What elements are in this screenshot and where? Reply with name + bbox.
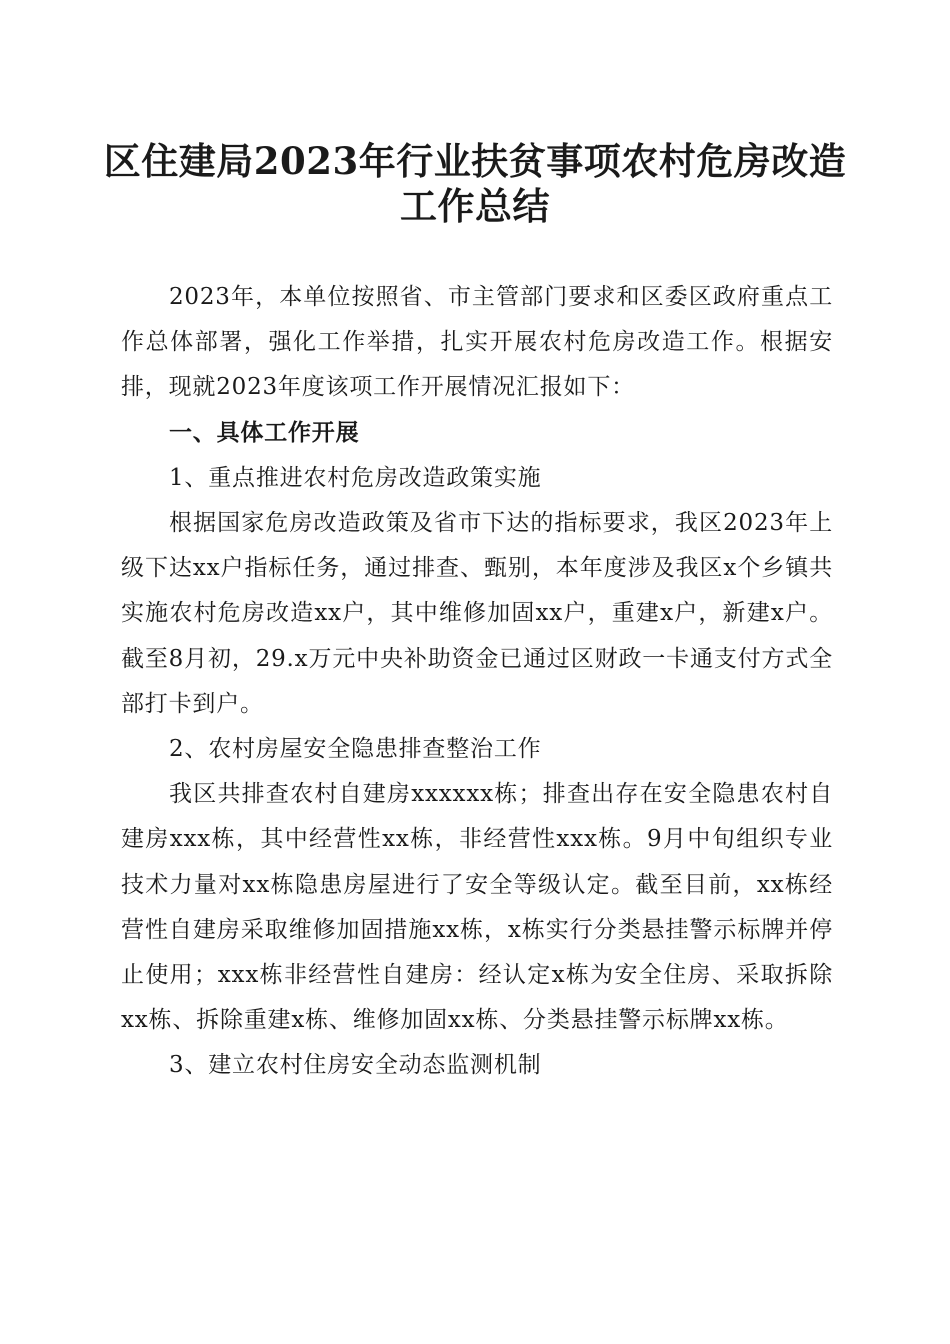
document-title-line-2: 工作总结 xyxy=(400,184,550,228)
item-2-heading: 2、农村房屋安全隐患排查整治工作 xyxy=(169,736,542,763)
item-1-paragraph: 根据国家危房改造政策及省市下达的指标要求，我区2023年上级下达xx户指标任务，通过排查、甄别，本年度涉及我区x个乡镇共实施农村危房改造xx户，其中维修加固xx户，重建x户，新建x户。截至8月初，29.x万元中央补助资金已通过区财政一卡通支付方式全部打卡到户。 xyxy=(121,510,833,717)
intro-paragraph: 2023年，本单位按照省、市主管部门要求和区委区政府重点工作总体部署，强化工作举措，扎实开展农村危房改造工作。根据安排，现就2023年度该项工作开展情况汇报如下： xyxy=(121,284,833,401)
item-1-heading: 1、重点推进农村危房改造政策实施 xyxy=(169,464,542,491)
item-3-heading: 3、建立农村住房安全动态监测机制 xyxy=(169,1052,542,1079)
item-2-paragraph: 我区共排查农村自建房xxxxxx栋；排查出存在安全隐患农村自建房xxx栋，其中经营性xx栋，非经营性xxx栋。9月中旬组织专业技术力量对xx栋隐患房屋进行了安全等级认定。截至目前，xx栋经营性自建房采取维修加固措施xx栋，x栋实行分类悬挂警示标牌并停止使用；xxx栋非经营性自建房：经认定x栋为安全住房、采取拆除xx栋、拆除重建x栋、维修加固xx栋、分类悬挂警示标牌xx栋。 xyxy=(121,781,833,1034)
document-title-line-1: 区住建局2023年行业扶贫事项农村危房改造 xyxy=(103,139,847,183)
document-body xyxy=(121,275,833,1089)
section-1-heading: 一、具体工作开展 xyxy=(169,419,360,446)
